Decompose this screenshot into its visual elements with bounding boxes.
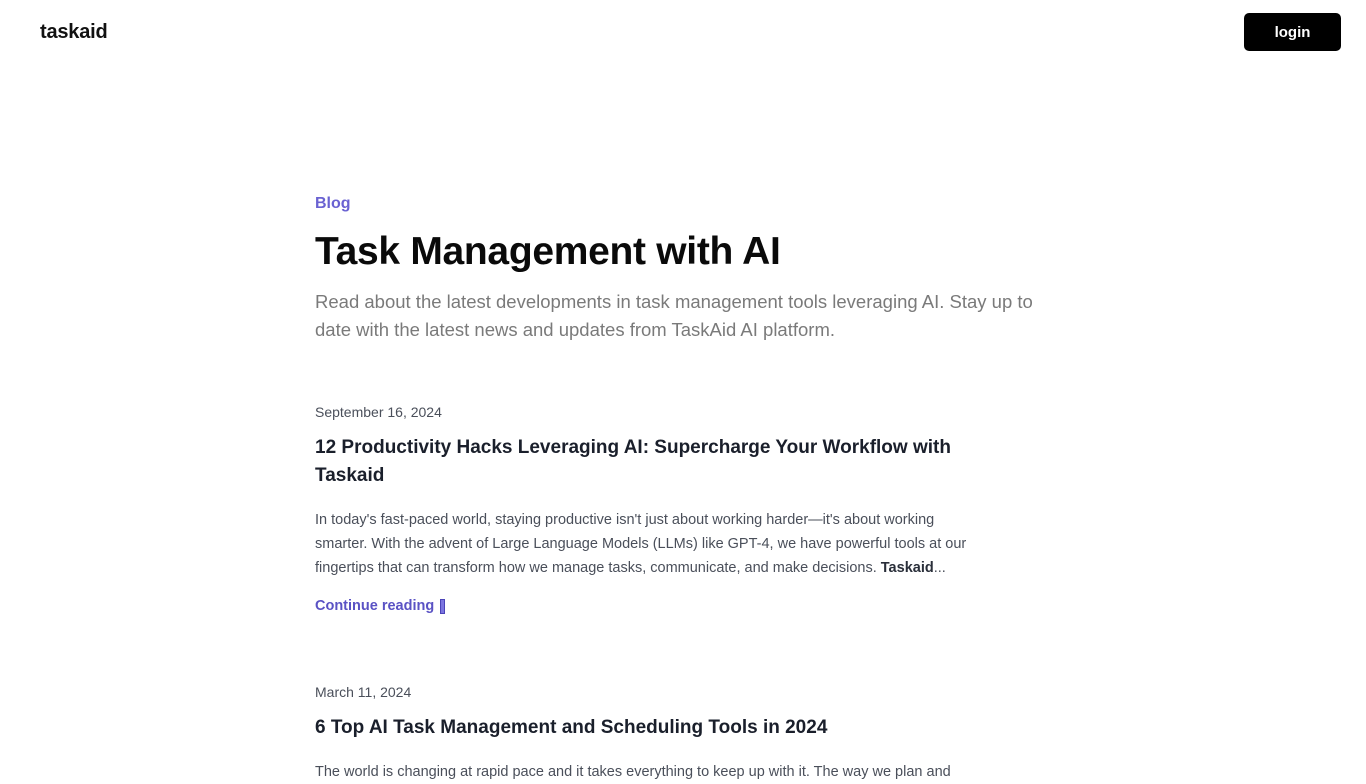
blog-post-card xyxy=(315,402,995,616)
blog-eyebrow: Blog xyxy=(315,195,351,212)
blog-post-card xyxy=(315,682,995,784)
post-excerpt: The world is changing at rapid pace and it takes everything to keep up with it. The way we plan and xyxy=(315,764,951,780)
site-header xyxy=(0,0,1366,64)
continue-reading-link[interactable] xyxy=(315,596,445,616)
post-excerpt-text: In today's fast-paced world, staying productive isn't just about working harder—it's about working smarter. With the advent of Large Language Models (LLMs) like GPT-4, we have powerful tools at our fingertips that can transform how we manage tasks, communicate, and make decisions. xyxy=(315,512,967,576)
page-subtitle: Read about the latest developments in task management tools leveraging AI. Stay up to date with the latest news and updates from TaskAid AI platform. xyxy=(315,291,1033,340)
login-button[interactable]: login xyxy=(1244,13,1341,51)
post-excerpt-ellipsis: ... xyxy=(933,560,946,576)
page-title: Task Management with AI xyxy=(315,230,781,273)
arrow-right-icon xyxy=(440,599,445,614)
post-date: March 11, 2024 xyxy=(315,684,412,700)
post-excerpt-bold: Taskaid xyxy=(880,560,934,576)
post-date: September 16, 2024 xyxy=(315,404,442,420)
post-excerpt xyxy=(315,508,987,580)
continue-reading-label: Continue reading xyxy=(315,598,435,614)
post-title[interactable]: 6 Top AI Task Management and Scheduling Tools in 2024 xyxy=(315,717,828,738)
logo[interactable]: taskaid xyxy=(40,21,108,43)
post-title[interactable]: 12 Productivity Hacks Leveraging AI: Supercharge Your Workflow with Taskaid xyxy=(315,437,951,486)
